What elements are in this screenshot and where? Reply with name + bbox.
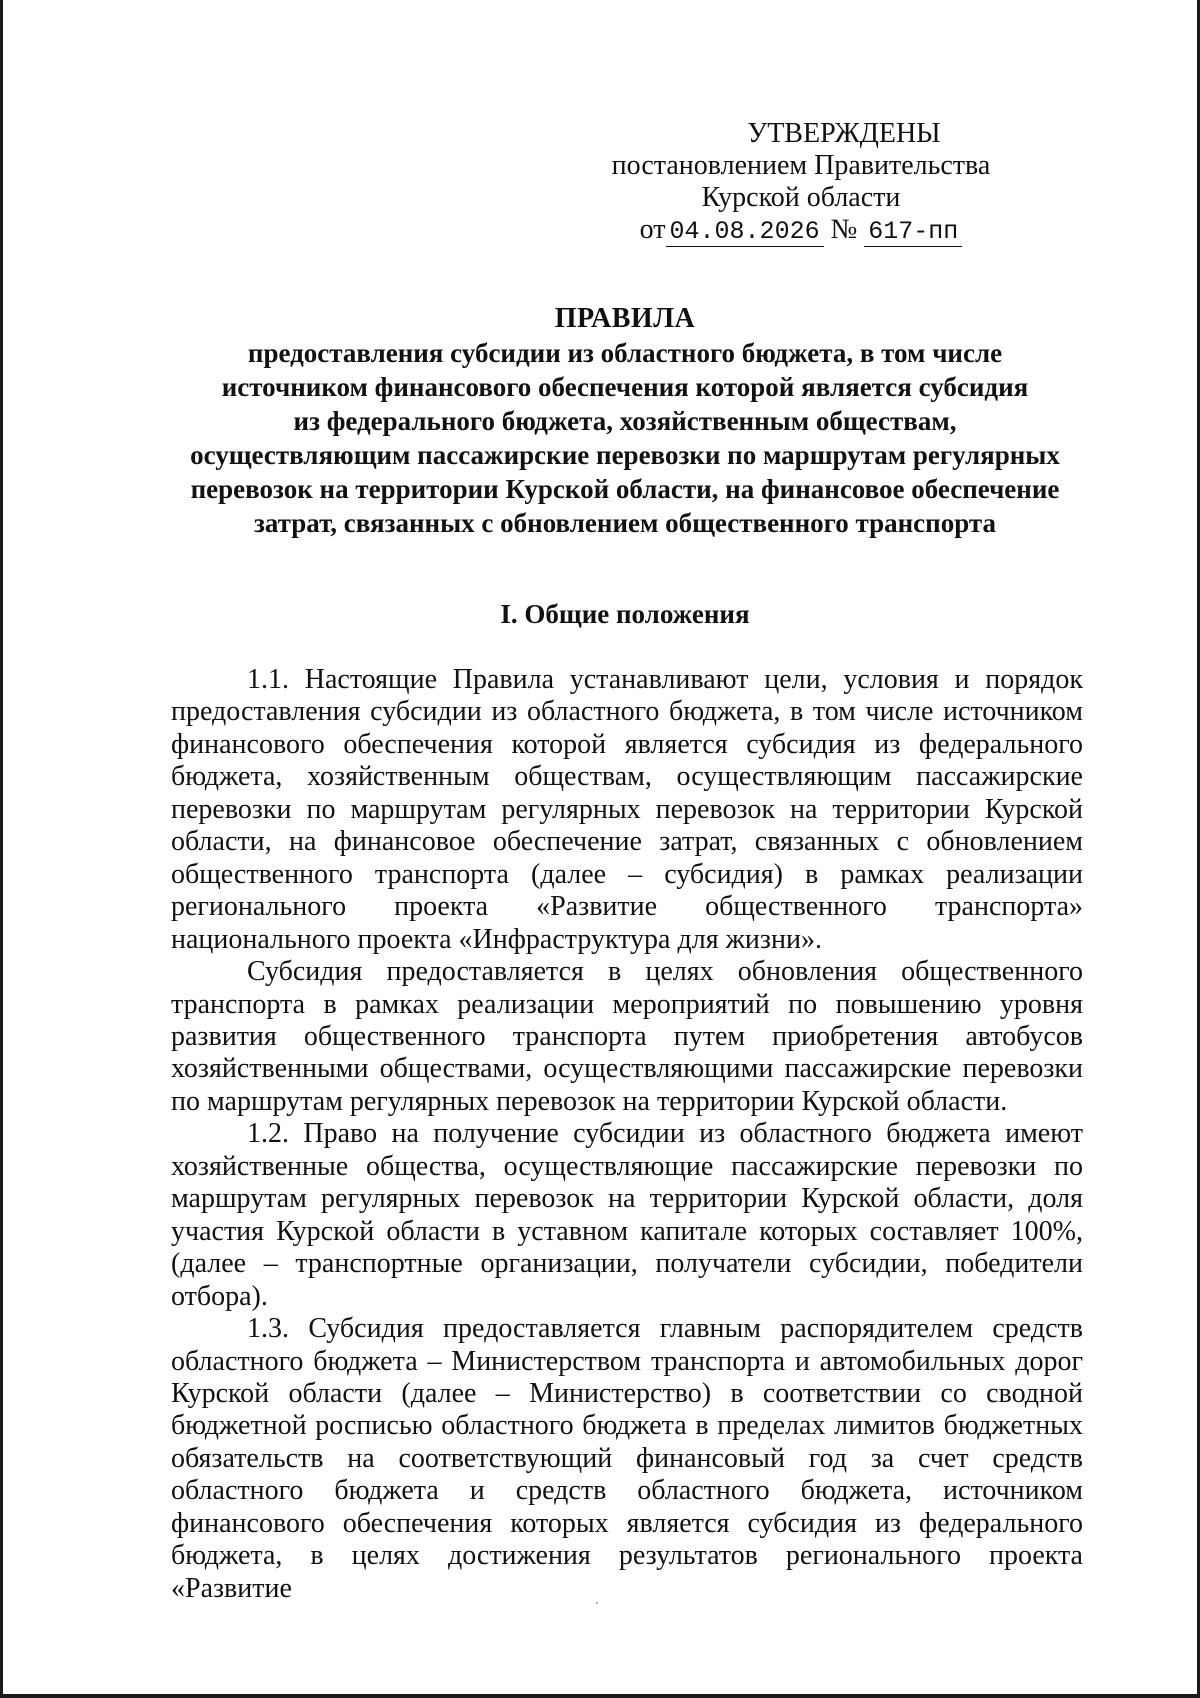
document-date: 04.08.2026 — [666, 217, 824, 247]
approved-word: УТВЕРЖДЕНЫ — [747, 118, 941, 149]
paragraph-purpose: Субсидия предоставляется в целях обновления общественного транспорта в рамках реализации мероприятий по повышению уровня развития общественного транспорта путем приобретения автобусов хозяйственными обществами, осуществляющими пассажирские перевозки по маршрутам регулярных перевозок на территории Курской области. — [171, 956, 1083, 1117]
paragraph-1-2: 1.2. Право на получение субсидии из областного бюджета имеют хозяйственные общества, осуществляющие пассажирские перевозки по маршрутам регулярных перевозок на территории Курской области, доля участия Курской области в уставном капитале которых составляет 100%, (далее – транспортные организации, получатели субсидии, победители отбора). — [171, 1118, 1083, 1312]
number-prefix: № — [830, 214, 858, 245]
subtitle-line: перевозок на территории Курской области, на финансовое обеспечение — [190, 474, 1060, 504]
approval-stamp — [560, 118, 1160, 248]
document-title: ПРАВИЛА — [554, 303, 696, 334]
page-edge-bottom — [0, 1694, 1200, 1698]
reference-line — [442, 214, 1160, 248]
subtitle-line: источником финансового обеспечения которой является субсидия — [221, 372, 1029, 402]
subtitle-line: из федерального бюджета, хозяйственным обществам, — [293, 406, 957, 436]
section-body — [171, 664, 1083, 1605]
paragraph-1-3: 1.3. Субсидия предоставляется главным распорядителем средств областного бюджета – Министерством транспорта и автомобильных дорог Курской области (далее – Министерство) в соответствии со сводной бюджетной росписью областного бюджета в пределах лимитов бюджетных обязательств на соответствующий финансовый год за счет средств областного бюджета и средств областного бюджета, источником финансового обеспечения которых является субсидия из федерального бюджета, в целях достижения результатов регионального проекта «Развитие — [171, 1313, 1083, 1604]
section-heading: I. Общие положения — [500, 599, 750, 629]
subtitle-line: затрат, связанных с обновлением общественного транспорта — [254, 508, 996, 538]
issuer-line: постановлением Правительства — [611, 150, 991, 181]
subtitle-line: осуществляющим пассажирские перевозки по маршрутам регулярных — [190, 440, 1060, 470]
subtitle-line: предоставления субсидии из областного бюджета, в том числе — [247, 338, 1003, 368]
region-line: Курской области — [701, 182, 901, 213]
document-title-block — [150, 302, 1100, 540]
page-edge-left — [0, 0, 3, 1698]
document-number: 617-пп — [864, 217, 962, 247]
scan-dot — [596, 1602, 598, 1604]
paragraph-1-1: 1.1. Настоящие Правила устанавливают цели, условия и порядок предоставления субсидии из областного бюджета, в том числе источником финансового обеспечения которой является субсидия из федерального бюджета, хозяйственным обществам, осуществляющим пассажирские перевозки по маршрутам регулярных перевозок на территории Курской области, на финансовое обеспечение затрат, связанных с обновлением общественного транспорта (далее – субсидия) в рамках реализации регионального проекта «Развитие общественного транспорта» национального проекта «Инфраструктура для жизни». — [171, 664, 1083, 955]
date-prefix: от — [639, 214, 666, 245]
